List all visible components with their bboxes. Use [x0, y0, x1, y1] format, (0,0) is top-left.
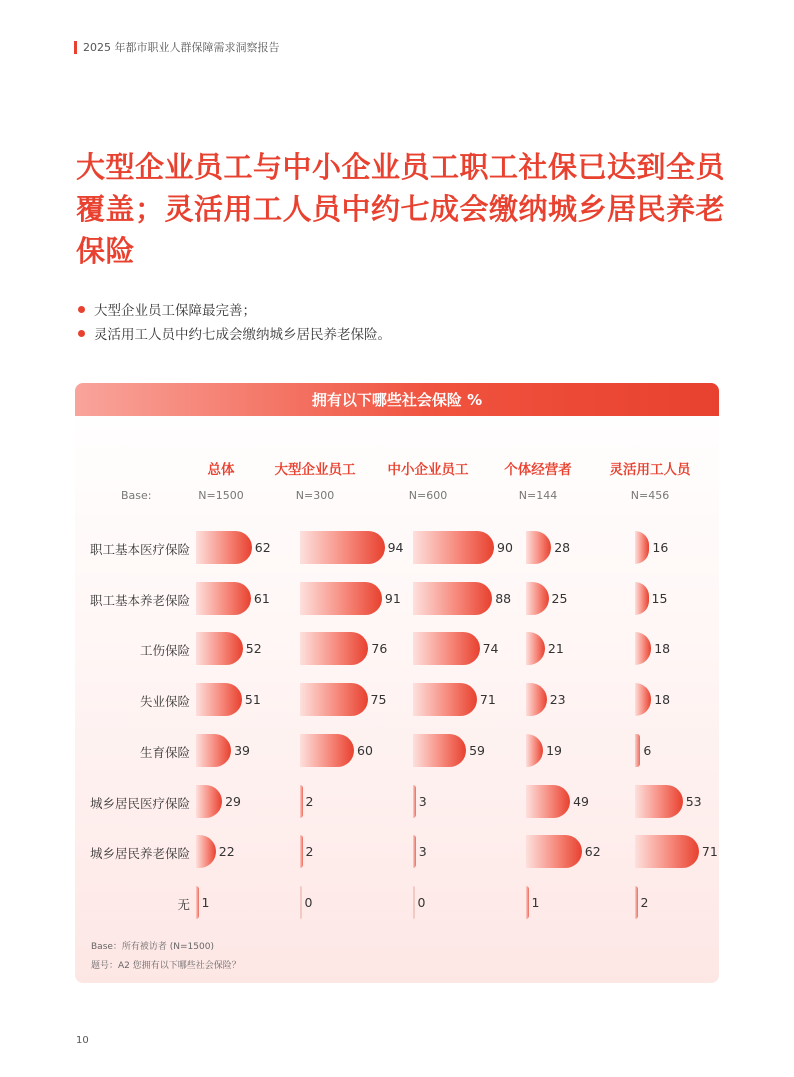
- bar: [635, 582, 649, 615]
- bar: [526, 632, 545, 665]
- bar: [413, 835, 416, 868]
- column-base: N=1500: [198, 489, 244, 502]
- bar: [413, 531, 494, 564]
- bar: [300, 582, 382, 615]
- bullet-text: 大型企业员工保障最完善；: [94, 303, 256, 319]
- row-label: 无: [177, 896, 190, 912]
- bar: [526, 683, 547, 716]
- bar: [413, 734, 466, 767]
- bar-value-label: 51: [244, 692, 261, 708]
- bar: [413, 683, 477, 716]
- bullet-item: [78, 297, 391, 321]
- bar-value-label: 2: [305, 793, 314, 809]
- bar-value-label: 2: [305, 844, 314, 860]
- bar: [300, 734, 354, 767]
- bar: [300, 531, 385, 564]
- bar-value-label: 29: [225, 793, 241, 809]
- column-base: N=144: [518, 489, 558, 502]
- bar-value-label: 22: [218, 844, 235, 860]
- column-base: N=600: [408, 489, 448, 502]
- bar-value-label: 91: [384, 590, 401, 606]
- row-label: 失业保险: [139, 694, 190, 710]
- bar-value-label: 71: [479, 692, 496, 708]
- bar-value-label: 94: [387, 540, 404, 555]
- column-header: 灵活用工人员: [609, 462, 691, 478]
- row-label: 职工基本医疗保险: [89, 542, 190, 557]
- bar: [196, 886, 199, 919]
- bar-value-label: 16: [652, 540, 669, 555]
- bar: [635, 785, 683, 818]
- page-number: 10: [76, 1035, 89, 1046]
- bar: [526, 835, 582, 868]
- bar-value-label: 18: [654, 641, 671, 657]
- bar: [300, 785, 303, 818]
- bar: [196, 582, 251, 615]
- footnote-question: 题号：A2 您拥有以下哪些社会保险？: [91, 961, 241, 971]
- bullet-dot-icon: [78, 306, 85, 313]
- bar: [526, 785, 570, 818]
- column-header: 总体: [207, 462, 235, 478]
- bar-value-label: 71: [701, 844, 718, 860]
- column-base: N=300: [295, 489, 335, 502]
- bar: [635, 632, 651, 665]
- bar: [413, 582, 492, 615]
- bar-value-label: 0: [304, 894, 313, 910]
- bar-value-label: 1: [201, 894, 210, 910]
- bullet-item: [78, 321, 391, 345]
- bar-value-label: 3: [418, 844, 427, 860]
- bar-value-label: 59: [469, 742, 485, 758]
- bar-value-label: 39: [234, 742, 250, 758]
- bar-value-label: 3: [418, 793, 427, 809]
- bar-value-label: 53: [685, 793, 702, 809]
- bar-value-label: 2: [640, 894, 649, 910]
- chart-header: [75, 383, 719, 416]
- column-header: 大型企业员工: [274, 462, 356, 478]
- bar-value-label: 18: [654, 692, 671, 708]
- bar: [300, 683, 368, 716]
- bar-value-label: 21: [547, 641, 564, 657]
- row-label: 生育保险: [139, 744, 190, 760]
- column-base: N=456: [630, 489, 670, 502]
- bar-value-label: 62: [584, 844, 601, 860]
- bar: [300, 632, 368, 665]
- bar: [196, 632, 243, 665]
- bar-value-label: 6: [643, 742, 652, 758]
- bar: [413, 886, 415, 919]
- footnote-base: Base：所有被访者 (N=1500): [91, 942, 214, 952]
- header-accent-bar: [74, 41, 77, 54]
- header-text: 2025 年都市职业人群保障需求洞察报告: [83, 41, 280, 54]
- bar-value-label: 23: [549, 692, 566, 708]
- bar-value-label: 52: [245, 641, 262, 657]
- bar-value-label: 88: [495, 590, 512, 606]
- row-label: 职工基本养老保险: [89, 592, 190, 608]
- bar: [413, 632, 480, 665]
- bar-value-label: 74: [482, 641, 499, 657]
- bar: [196, 683, 242, 716]
- bar-value-label: 1: [531, 894, 540, 910]
- bar: [635, 734, 640, 767]
- bar: [196, 785, 222, 818]
- bullet-dot-icon: [78, 330, 85, 337]
- bar: [635, 835, 699, 868]
- bar-value-label: 62: [254, 540, 271, 555]
- base-label: Base:: [121, 489, 152, 502]
- bar-value-label: 60: [357, 742, 373, 758]
- bar: [300, 835, 303, 868]
- chart-title: 拥有以下哪些社会保险 %: [311, 391, 483, 409]
- bar: [526, 582, 549, 615]
- row-label: 工伤保险: [139, 643, 190, 659]
- bar: [635, 531, 649, 564]
- bullet-list: [78, 297, 391, 345]
- bar-value-label: 75: [370, 692, 387, 708]
- bar: [196, 734, 231, 767]
- bar-value-label: 0: [417, 894, 426, 910]
- bar: [635, 886, 638, 919]
- bar: [300, 886, 302, 919]
- bar: [196, 835, 216, 868]
- bar-value-label: 15: [651, 590, 668, 606]
- bar-value-label: 28: [554, 540, 571, 555]
- bar-value-label: 19: [546, 742, 562, 758]
- bar-value-label: 61: [253, 590, 270, 606]
- bar: [526, 531, 551, 564]
- bullet-text: 灵活用工人员中约七成会缴纳城乡居民养老保险。: [94, 327, 391, 343]
- page-title: 大型企业员工与中小企业员工职工社保已达到全员覆盖；灵活用工人员中约七成会缴纳城乡居民养老保险: [76, 150, 726, 268]
- bar: [526, 734, 543, 767]
- bar: [635, 683, 651, 716]
- column-header: 中小企业员工: [387, 462, 469, 478]
- bar-value-label: 90: [497, 540, 513, 555]
- bar: [526, 886, 529, 919]
- bar-value-label: 49: [573, 793, 589, 809]
- row-label: 城乡居民养老保险: [89, 846, 190, 862]
- bar-value-label: 76: [371, 641, 388, 657]
- column-header: 个体经营者: [504, 462, 572, 478]
- bar-value-label: 25: [551, 590, 568, 606]
- bar: [413, 785, 416, 818]
- row-label: 城乡居民医疗保险: [89, 795, 190, 811]
- chart-panel: [75, 383, 719, 983]
- bar: [196, 531, 252, 564]
- report-header: [74, 40, 280, 54]
